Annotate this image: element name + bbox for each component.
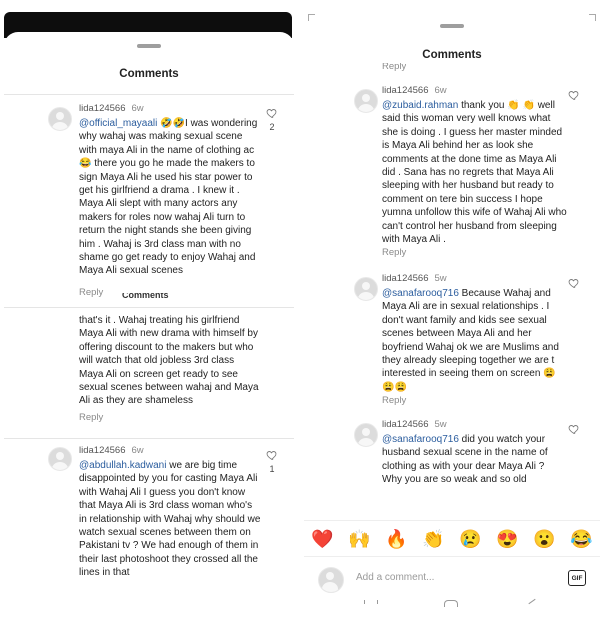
comment-text (382, 433, 564, 485)
emoji-clap-icon[interactable]: 👏 (422, 529, 445, 549)
sheet-top-bar (304, 8, 600, 30)
heart-icon[interactable] (266, 449, 278, 461)
like-count: 2 (269, 122, 275, 132)
comment-time: 6w (434, 85, 447, 96)
heart-icon[interactable] (568, 277, 580, 289)
comments-sheet-left (4, 32, 294, 616)
comment-username[interactable]: lida124566 (79, 445, 126, 456)
avatar[interactable] (48, 107, 72, 131)
comment-text (79, 459, 261, 611)
avatar[interactable] (354, 423, 378, 447)
comment-time: 6w (131, 445, 144, 456)
like-count: 1 (269, 464, 275, 474)
gif-label: GIF (571, 574, 583, 582)
reply-button[interactable]: Reply (79, 287, 104, 298)
comment-body: did you watch your husband sexual scene in the name of clothing as with your dear Maya Ali ? Why you are so weak and so old (382, 434, 548, 485)
heart-icon[interactable] (568, 89, 580, 101)
comments-sheet-right (304, 8, 600, 620)
comment-item (4, 308, 294, 438)
avatar[interactable] (354, 89, 378, 113)
mention-link[interactable]: @sanafarooq716 (382, 288, 459, 299)
comment-item (304, 265, 600, 415)
emoji-heart-icon[interactable]: ❤️ (311, 529, 334, 549)
comment-time: 5w (434, 419, 447, 430)
comment-text (79, 117, 259, 278)
mention-link[interactable]: @sanafarooq716 (382, 434, 459, 445)
comment-meta (79, 103, 144, 114)
mention-link[interactable]: @zubaid.rahman (382, 100, 459, 111)
comment-body: thank you 👏 👏 well said this woman very well knows what she is doing . I guess her master minded is Maya Ali behind her as look she comments at the done time as Maya Ali did . Sana has no regrets that Maya Ali sleeping with her husband but ready to comment on tere bin success I hope yumna unfollow this wife of Wahaj Ali who can't control her husband from sleeping with Maya Ali . (382, 100, 567, 246)
comment-time: 5w (434, 273, 447, 284)
recents-nav-icon[interactable] (364, 600, 378, 604)
comment-body: we are big time disappointed by you for casting Maya Ali with Wahaj Ali I guess you don't know that Maya Ali is 3rd class woman who's in relationship with Wahaj why should we watch sexual scenes between them on Pakistani tv ? We had enough of them in their last photoshoot they crossed all the lines in that (79, 460, 261, 579)
comment-body: Because Wahaj and Maya Ali are in sexual relationships . I don't want family and kids see sexual scenes between Maya Ali and her boyfriend Wahaj ok we are Muslims and they already sleeping together we are t interested in seeing them on screen 😩😩😩 (382, 288, 559, 393)
comment-item (304, 77, 600, 265)
system-nav-bar (304, 598, 600, 620)
comment-input[interactable]: Add a comment... (356, 572, 435, 583)
comment-time: 6w (131, 103, 144, 114)
back-nav-icon[interactable] (528, 599, 535, 604)
emoji-fire-icon[interactable]: 🔥 (385, 529, 408, 549)
heart-icon[interactable] (568, 423, 580, 435)
mention-link[interactable]: @official_mayaali (79, 118, 158, 129)
comment-meta (382, 273, 447, 284)
comment-meta (382, 419, 447, 430)
comment-text: that's it . Wahaj treating his girlfriend Maya Ali with new drama with himself by offering discount to the makers but who will watch that old jobless 3rd class Maya Ali on screen get ready to see sexual scenes between wahaj and Maya Ali as they are shameless (79, 315, 259, 407)
avatar[interactable] (354, 277, 378, 301)
comment-username[interactable]: lida124566 (382, 85, 429, 96)
comment-username[interactable]: lida124566 (382, 273, 429, 284)
emoji-cry-icon[interactable]: 😢 (459, 529, 482, 549)
comment-meta (79, 445, 144, 456)
reply-button[interactable]: Reply (382, 395, 407, 406)
comment-text (382, 99, 568, 246)
comment-item (4, 95, 294, 301)
gif-button[interactable] (568, 570, 586, 586)
comment-username[interactable]: lida124566 (79, 103, 126, 114)
comment-item (304, 415, 600, 485)
sheet-title: Comments (119, 68, 179, 80)
sheet-corner (589, 14, 596, 21)
reply-button[interactable]: Reply (382, 63, 407, 72)
emoji-heart-eyes-icon[interactable]: 😍 (496, 529, 519, 549)
my-avatar (318, 567, 344, 593)
heart-icon[interactable] (266, 107, 278, 119)
comment-body: 🤣🤣I was wondering why wahaj was making sexual scene with maya Ali in the name of clothing ac😂 there you go he made the makers to sign Maya Ali he used his star power to get his girlfriend a drama . I knew it . Maya Ali slept with many actors any makers for roles now wahaj Ali turn to return the night stands she been giving him . Wahaj is 3rd class man with no shame go get ready to enjoy Wahaj and Maya Ali sexual scenes (79, 118, 258, 277)
comment-item (4, 439, 294, 616)
comment-username[interactable]: lida124566 (382, 419, 429, 430)
reply-button[interactable]: Reply (79, 412, 104, 423)
emoji-laugh-icon[interactable]: 😂 (570, 529, 593, 549)
overlay-title-fragment: Comments (122, 293, 169, 299)
home-nav-icon[interactable] (444, 600, 458, 607)
comment-compose-row (304, 556, 600, 599)
sheet-title: Comments (422, 49, 482, 61)
comment-text (382, 287, 562, 394)
avatar[interactable] (48, 447, 72, 471)
reply-button[interactable]: Reply (382, 247, 407, 258)
sheet-corner (308, 14, 315, 21)
comment-meta (382, 85, 447, 96)
emoji-reaction-bar (304, 520, 600, 557)
mention-link[interactable]: @abdullah.kadwani (79, 460, 167, 471)
emoji-raised-hands-icon[interactable]: 🙌 (348, 529, 371, 549)
emoji-surprised-icon[interactable]: 😮 (533, 529, 556, 549)
